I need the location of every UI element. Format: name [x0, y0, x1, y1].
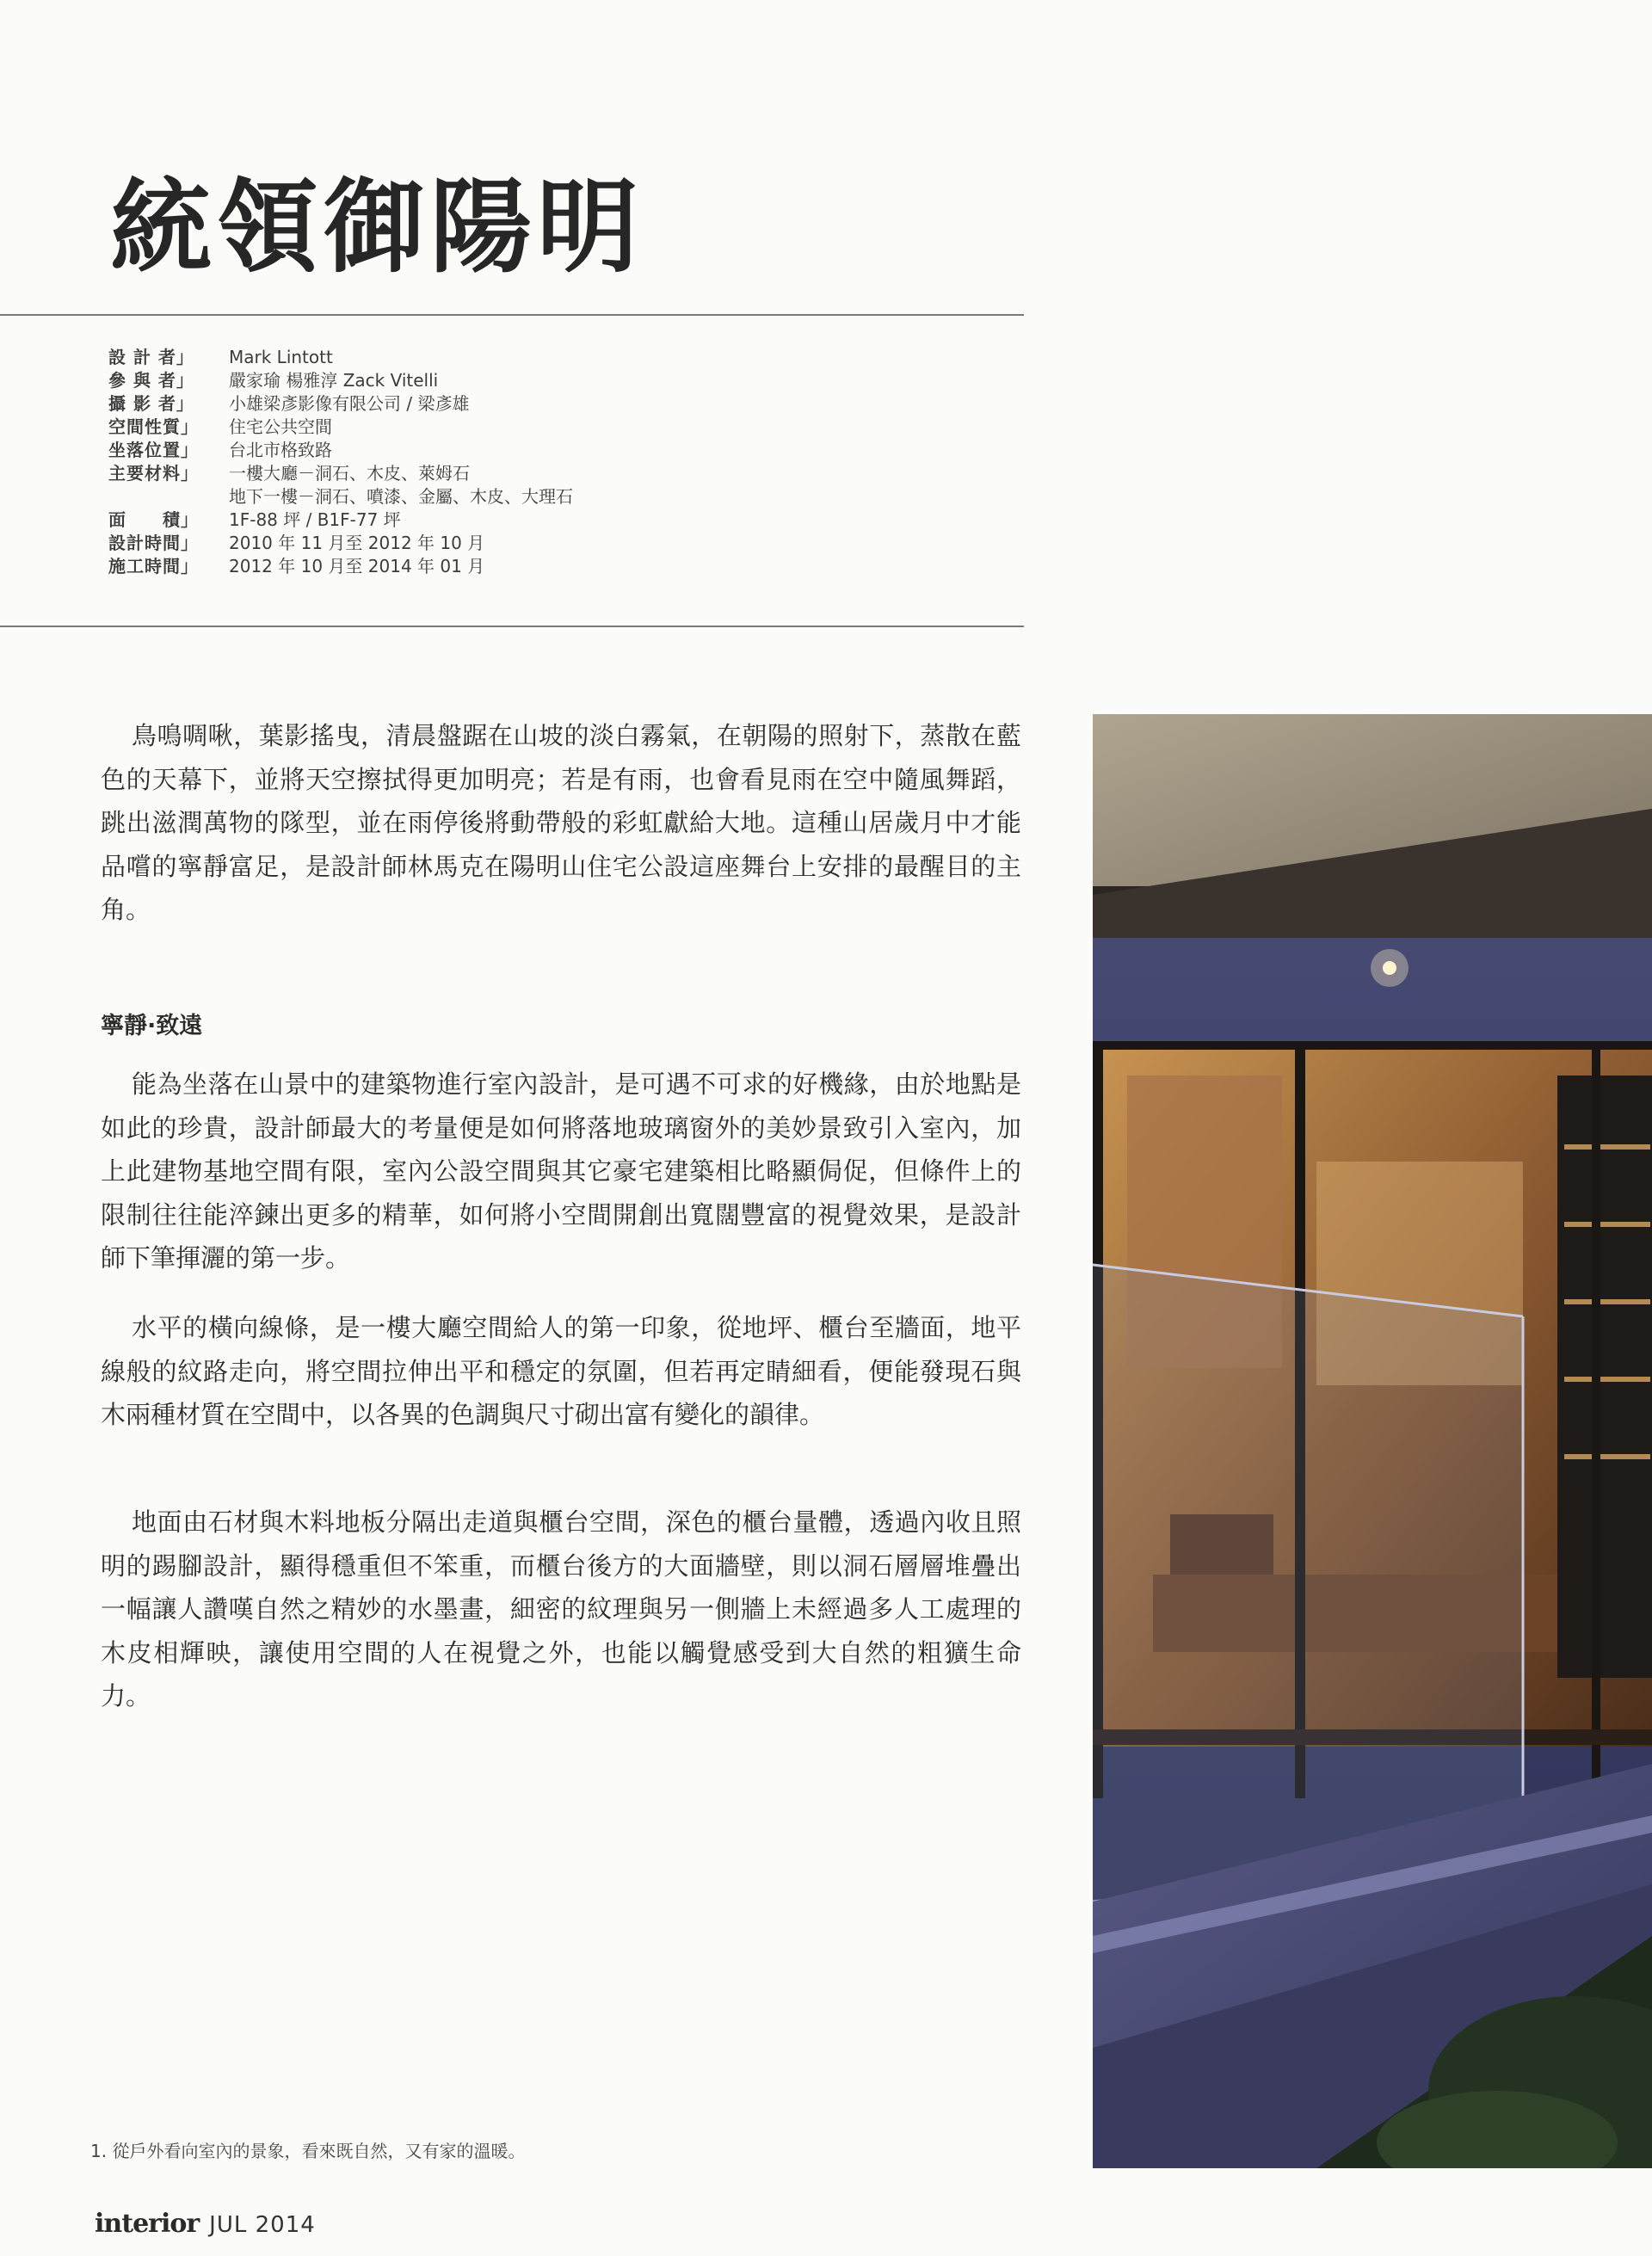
article-title: 統領御陽明 — [110, 168, 644, 287]
body-paragraph: 水平的橫向線條，是一樓大廳空間給人的第一印象，從地坪、櫃台至牆面，地平線般的紋路走向，將空間拉伸出平和穩定的氛圍，但若再定睛細看，便能發現石與木兩種材質在空間中，以各異的色調與尺寸砌出富有變化的韻律。 — [101, 1313, 1021, 1429]
credit-label: 參 與 者」 — [108, 370, 194, 391]
credit-row — [108, 555, 573, 578]
credit-value: 地下一樓－洞石、噴漆、金屬、木皮、大理石 — [229, 486, 573, 507]
credit-row — [108, 532, 573, 555]
credit-value: 住宅公共空間 — [229, 416, 332, 437]
credit-label: 施工時間」 — [108, 556, 199, 576]
credit-row — [108, 509, 573, 532]
credit-label: 設 計 者」 — [108, 347, 194, 367]
credit-value: 台北市格致路 — [229, 440, 332, 460]
lobby-photo-illustration — [1093, 714, 1652, 2168]
credits-block — [108, 346, 573, 578]
credit-value: 嚴家瑜 楊雅淳 Zack Vitelli — [229, 370, 439, 391]
photo-caption: 1. 從戶外看向室內的景象，看來既自然，又有家的溫暖。 — [90, 2141, 526, 2161]
issue-date: JUL 2014 — [209, 2212, 316, 2238]
credit-label: 設計時間」 — [108, 533, 199, 553]
credit-value: Mark Lintott — [229, 347, 333, 367]
credit-value: 1F-88 坪 / B1F-77 坪 — [229, 509, 401, 530]
credit-label: 主要材料」 — [108, 463, 199, 484]
body-paragraph: 地面由石材與木料地板分隔出走道與櫃台空間，深色的櫃台量體，透過內收且照明的踢腳設計，顯得穩重但不笨重，而櫃台後方的大面牆壁，則以洞石層層堆疊出一幅讓人讚嘆自然之精妙的水墨畫，細密的紋理與另一側牆上未經過多人工處理的木皮相輝映，讓使用空間的人在視覺之外，也能以觸覺感受到大自然的粗獷生命力。 — [101, 1507, 1021, 1710]
page-footer — [95, 2209, 316, 2239]
credit-row — [108, 346, 573, 369]
credit-value: 小雄梁彥影像有限公司 / 梁彥雄 — [229, 393, 470, 414]
credit-row — [108, 369, 573, 392]
title-divider — [0, 314, 1024, 316]
credit-label: 面 積」 — [108, 509, 199, 530]
credit-label: 攝 影 者」 — [108, 393, 194, 414]
lobby-photo — [1093, 714, 1652, 2168]
credit-row — [108, 416, 573, 439]
body-paragraph: 能為坐落在山景中的建築物進行室內設計，是可遇不可求的好機緣，由於地點是如此的珍貴，設計師最大的考量便是如何將落地玻璃窗外的美妙景致引入室內，加上此建物基地空間有限，室內公設空間與其它豪宅建築相比略顯侷促，但條件上的限制往往能淬鍊出更多的精華，如何將小空間開創出寬闊豐富的視覺效果，是設計師下筆揮灑的第一步。 — [101, 1069, 1021, 1273]
credit-value: 一樓大廳－洞石、木皮、萊姆石 — [229, 463, 470, 484]
credits-divider — [0, 626, 1024, 627]
credit-value: 2010 年 11 月至 2012 年 10 月 — [229, 533, 485, 553]
credit-row — [108, 392, 573, 416]
credit-label: 坐落位置」 — [108, 440, 199, 460]
credit-row — [108, 485, 573, 509]
magazine-logo: interior — [95, 2209, 200, 2239]
credit-row — [108, 439, 573, 462]
section-heading: 寧靜·致遠 — [101, 1013, 203, 1039]
credit-row — [108, 462, 573, 485]
credit-label: 空間性質」 — [108, 416, 199, 437]
credit-value: 2012 年 10 月至 2014 年 01 月 — [229, 556, 485, 576]
intro-paragraph: 鳥鳴啁啾，葉影搖曳，清晨盤踞在山坡的淡白霧氣，在朝陽的照射下，蒸散在藍色的天幕下，並將天空擦拭得更加明亮；若是有雨，也會看見雨在空中隨風舞蹈，跳出滋潤萬物的隊型，並在雨停後將動帶般的彩虹獻給大地。這種山居歲月中才能品嚐的寧靜富足，是設計師林馬克在陽明山住宅公設這座舞台上安排的最醒目的主角。 — [101, 721, 1021, 924]
credit-label — [108, 485, 225, 509]
